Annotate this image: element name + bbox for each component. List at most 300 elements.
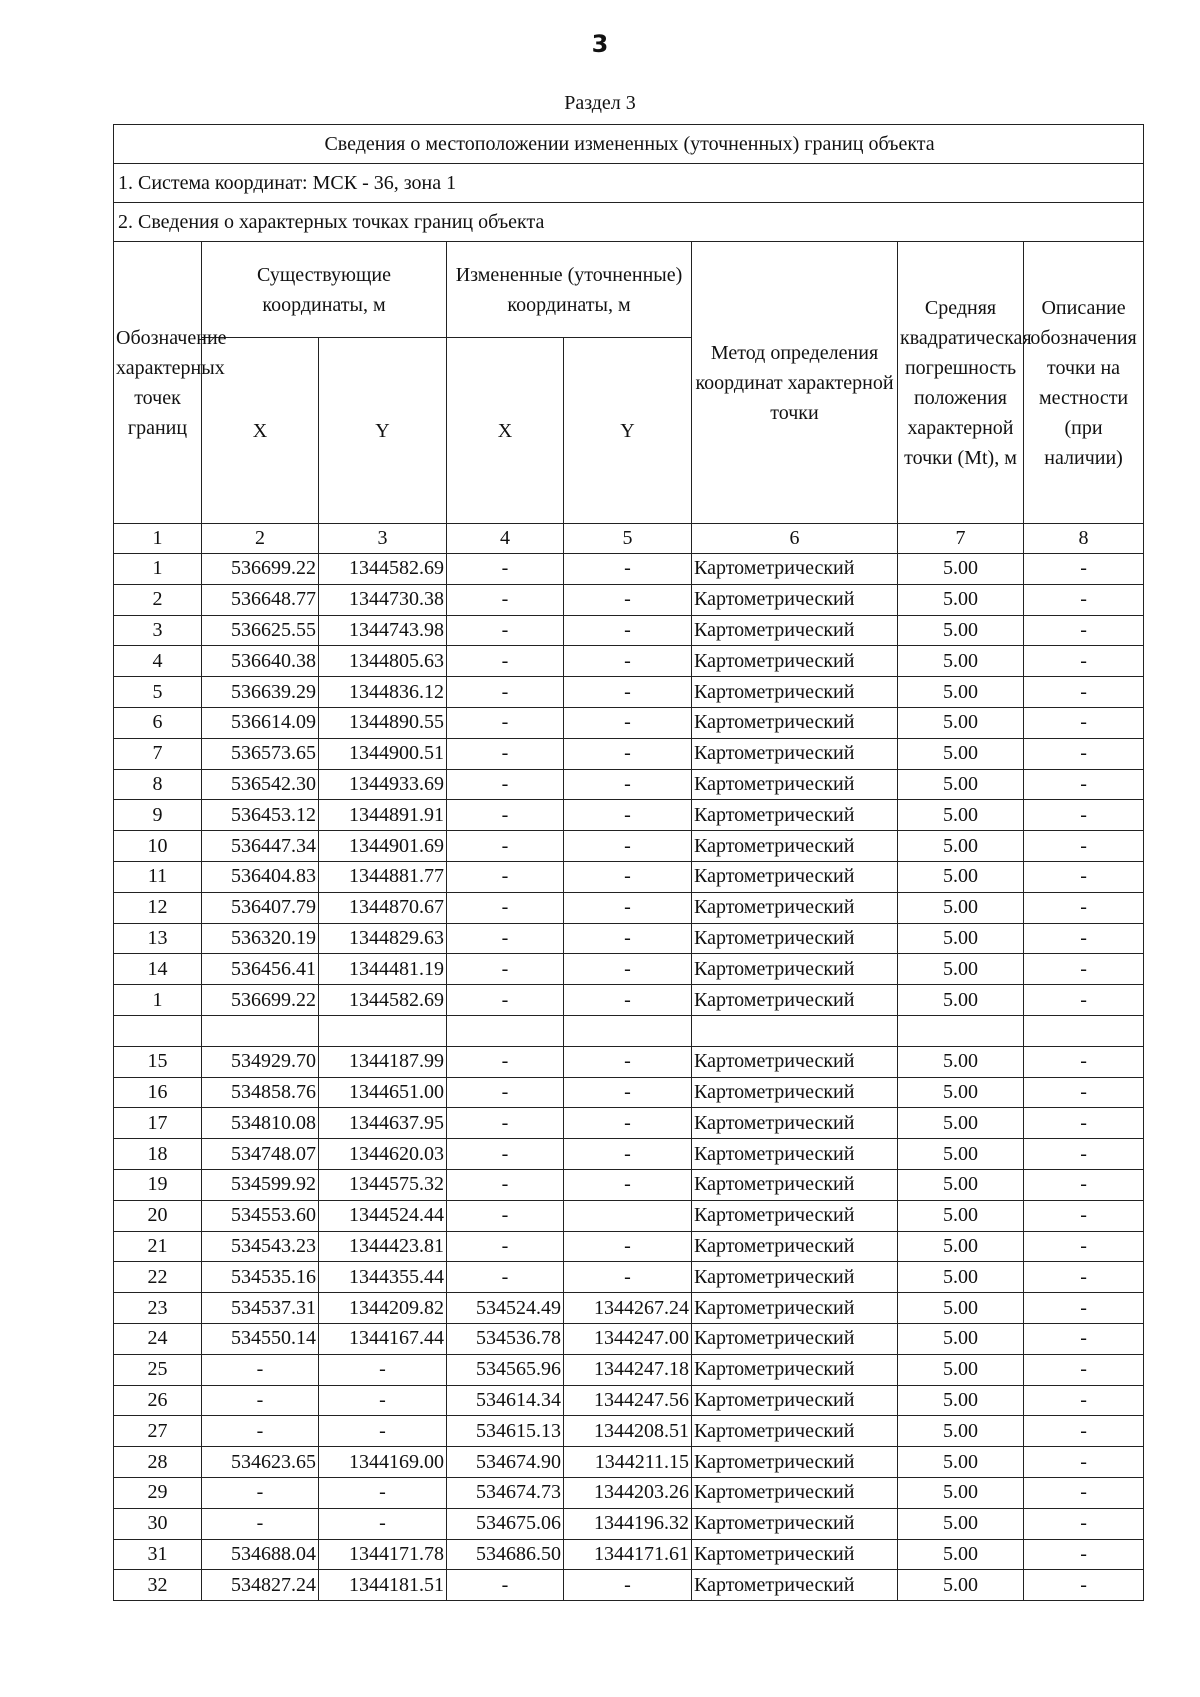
table-row [114,769,1144,800]
column-number: 2 [202,524,319,554]
point-number-cell: 32 [114,1570,202,1601]
existing-y-cell: 1344891.91 [319,800,447,831]
existing-x-cell: 536625.55 [202,615,319,646]
point-number-cell: 16 [114,1077,202,1108]
changed-x-cell: 534675.06 [447,1508,564,1539]
description-cell: - [1024,1262,1144,1293]
point-number-cell: 15 [114,1046,202,1077]
error-cell: 5.00 [898,1231,1024,1262]
header-changed-x: X [447,338,564,524]
changed-x-cell: 534615.13 [447,1416,564,1447]
table-row [114,800,1144,831]
method-cell: Картометрический [692,1200,898,1231]
changed-y-cell: - [564,985,692,1016]
table-row [114,1108,1144,1139]
existing-y-cell: - [319,1354,447,1385]
existing-y-cell: 1344575.32 [319,1169,447,1200]
changed-y-cell: - [564,677,692,708]
method-cell: Картометрический [692,1169,898,1200]
changed-y-cell [564,1015,692,1046]
changed-y-cell [564,1200,692,1231]
point-number-cell: 12 [114,892,202,923]
changed-x-cell: - [447,677,564,708]
existing-y-cell: 1344187.99 [319,1046,447,1077]
points-info: 2. Сведения о характерных точках границ объекта [114,203,1144,242]
existing-y-cell: 1344167.44 [319,1323,447,1354]
changed-y-cell: - [564,769,692,800]
point-number-cell: 1 [114,985,202,1016]
changed-x-cell: - [447,861,564,892]
existing-x-cell: - [202,1416,319,1447]
changed-x-cell: 534674.73 [447,1477,564,1508]
error-cell: 5.00 [898,985,1024,1016]
existing-y-cell: 1344582.69 [319,554,447,585]
table-row [114,1508,1144,1539]
error-cell: 5.00 [898,831,1024,862]
changed-x-cell: - [447,831,564,862]
description-cell: - [1024,985,1144,1016]
table-row [114,707,1144,738]
changed-y-cell: 1344208.51 [564,1416,692,1447]
method-cell: Картометрический [692,892,898,923]
changed-x-cell: - [447,615,564,646]
existing-y-cell: 1344582.69 [319,985,447,1016]
existing-x-cell: 536648.77 [202,584,319,615]
existing-y-cell: 1344900.51 [319,738,447,769]
existing-y-cell: - [319,1508,447,1539]
point-number-cell: 31 [114,1539,202,1570]
changed-x-cell: - [447,1570,564,1601]
error-cell: 5.00 [898,1139,1024,1170]
description-cell: - [1024,677,1144,708]
existing-y-cell: 1344620.03 [319,1139,447,1170]
method-cell: Картометрический [692,738,898,769]
error-cell: 5.00 [898,1262,1024,1293]
changed-y-cell: 1344267.24 [564,1293,692,1324]
error-cell: 5.00 [898,554,1024,585]
existing-x-cell: 534553.60 [202,1200,319,1231]
table-row [114,985,1144,1016]
changed-x-cell: - [447,1108,564,1139]
changed-x-cell: - [447,738,564,769]
table-row [114,1015,1144,1046]
table-row [114,646,1144,677]
table-row [114,1385,1144,1416]
method-cell: Картометрический [692,1385,898,1416]
existing-x-cell: 534535.16 [202,1262,319,1293]
changed-x-cell: - [447,800,564,831]
existing-y-cell: 1344901.69 [319,831,447,862]
description-cell: - [1024,646,1144,677]
changed-y-cell: - [564,1570,692,1601]
existing-y-cell: - [319,1416,447,1447]
point-number-cell: 5 [114,677,202,708]
changed-y-cell: - [564,1077,692,1108]
changed-y-cell: 1344247.18 [564,1354,692,1385]
existing-x-cell: 536407.79 [202,892,319,923]
description-cell: - [1024,738,1144,769]
table-title: Сведения о местоположении измененных (уточненных) границ объекта [114,125,1144,164]
changed-x-cell: - [447,769,564,800]
point-number-cell: 25 [114,1354,202,1385]
section-label: Раздел 3 [564,92,636,114]
changed-y-cell: - [564,646,692,677]
description-cell: - [1024,584,1144,615]
point-number-cell: 22 [114,1262,202,1293]
existing-x-cell: 536639.29 [202,677,319,708]
existing-x-cell: 536699.22 [202,985,319,1016]
point-number-cell: 27 [114,1416,202,1447]
error-cell: 5.00 [898,677,1024,708]
changed-x-cell: - [447,1139,564,1170]
changed-y-cell: - [564,738,692,769]
description-cell: - [1024,1539,1144,1570]
description-cell: - [1024,1508,1144,1539]
table-body [114,554,1144,1601]
column-number: 3 [319,524,447,554]
changed-y-cell: - [564,923,692,954]
point-number-cell: 13 [114,923,202,954]
point-number-cell: 24 [114,1323,202,1354]
column-number: 6 [692,524,898,554]
description-cell: - [1024,1385,1144,1416]
existing-x-cell: 536614.09 [202,707,319,738]
header-changed: Измененные (уточненные) координаты, м [447,242,692,338]
error-cell: 5.00 [898,1293,1024,1324]
existing-x-cell: 536404.83 [202,861,319,892]
method-cell: Картометрический [692,1354,898,1385]
existing-x-cell: 534810.08 [202,1108,319,1139]
changed-y-cell: - [564,1231,692,1262]
point-number-cell: 26 [114,1385,202,1416]
changed-x-cell: - [447,554,564,585]
changed-y-cell: - [564,707,692,738]
description-cell: - [1024,1570,1144,1601]
existing-x-cell: 536573.65 [202,738,319,769]
changed-x-cell: - [447,1231,564,1262]
description-cell: - [1024,1108,1144,1139]
changed-x-cell: - [447,1077,564,1108]
existing-y-cell: 1344836.12 [319,677,447,708]
existing-y-cell [319,1015,447,1046]
changed-x-cell: - [447,707,564,738]
changed-x-cell: 534674.90 [447,1447,564,1478]
error-cell: 5.00 [898,923,1024,954]
description-cell: - [1024,1354,1144,1385]
existing-y-cell: 1344169.00 [319,1447,447,1478]
table-row [114,1570,1144,1601]
error-cell [898,1015,1024,1046]
header-designation: Обозначение характерных точек границ [114,242,202,524]
boundary-points-table [113,124,1144,1601]
point-number-cell: 7 [114,738,202,769]
table-row [114,1539,1144,1570]
description-cell: - [1024,1200,1144,1231]
column-number: 5 [564,524,692,554]
point-number-cell: 8 [114,769,202,800]
table-row [114,615,1144,646]
existing-y-cell: 1344805.63 [319,646,447,677]
method-cell: Картометрический [692,769,898,800]
method-cell: Картометрический [692,861,898,892]
existing-x-cell: 534858.76 [202,1077,319,1108]
table-row [114,1477,1144,1508]
table-row [114,1077,1144,1108]
table-row [114,1231,1144,1262]
table-row [114,1139,1144,1170]
method-cell: Картометрический [692,831,898,862]
error-cell: 5.00 [898,1169,1024,1200]
point-number-cell: 21 [114,1231,202,1262]
changed-y-cell: - [564,1108,692,1139]
changed-y-cell: - [564,615,692,646]
coord-system: 1. Система координат: МСК - 36, зона 1 [114,164,1144,203]
changed-y-cell: - [564,1169,692,1200]
changed-x-cell [447,1015,564,1046]
changed-x-cell: - [447,646,564,677]
column-number: 8 [1024,524,1144,554]
changed-y-cell: 1344203.26 [564,1477,692,1508]
description-cell: - [1024,707,1144,738]
changed-y-cell: - [564,831,692,862]
point-number-cell: 10 [114,831,202,862]
existing-x-cell: 536699.22 [202,554,319,585]
method-cell: Картометрический [692,1108,898,1139]
existing-x-cell: - [202,1385,319,1416]
existing-x-cell: 536542.30 [202,769,319,800]
changed-x-cell: - [447,1262,564,1293]
existing-x-cell: 536456.41 [202,954,319,985]
existing-x-cell: 536320.19 [202,923,319,954]
changed-x-cell: 534536.78 [447,1323,564,1354]
column-number: 1 [114,524,202,554]
method-cell: Картометрический [692,584,898,615]
method-cell [692,1015,898,1046]
error-cell: 5.00 [898,1447,1024,1478]
existing-y-cell: 1344637.95 [319,1108,447,1139]
method-cell: Картометрический [692,800,898,831]
existing-y-cell: 1344743.98 [319,615,447,646]
description-cell: - [1024,1416,1144,1447]
changed-y-cell: - [564,1262,692,1293]
point-number-cell: 28 [114,1447,202,1478]
changed-y-cell: 1344247.00 [564,1323,692,1354]
method-cell: Картометрический [692,1539,898,1570]
error-cell: 5.00 [898,646,1024,677]
column-number: 4 [447,524,564,554]
description-cell: - [1024,1077,1144,1108]
page-number: 3 [591,30,609,58]
method-cell: Картометрический [692,1046,898,1077]
method-cell: Картометрический [692,954,898,985]
changed-y-cell: - [564,1046,692,1077]
method-cell: Картометрический [692,1508,898,1539]
point-number-cell: 2 [114,584,202,615]
description-cell: - [1024,615,1144,646]
point-number-cell: 19 [114,1169,202,1200]
description-cell: - [1024,954,1144,985]
point-number-cell: 20 [114,1200,202,1231]
changed-y-cell: 1344211.15 [564,1447,692,1478]
existing-x-cell [202,1015,319,1046]
table-row [114,1323,1144,1354]
error-cell: 5.00 [898,1200,1024,1231]
existing-y-cell: 1344651.00 [319,1077,447,1108]
changed-y-cell: - [564,954,692,985]
header-existing-x: X [202,338,319,524]
existing-x-cell: 534543.23 [202,1231,319,1262]
existing-x-cell: - [202,1354,319,1385]
method-cell: Картометрический [692,615,898,646]
point-number-cell: 30 [114,1508,202,1539]
changed-y-cell: - [564,800,692,831]
table-row [114,677,1144,708]
error-cell: 5.00 [898,1046,1024,1077]
point-number-cell: 11 [114,861,202,892]
point-number-cell [114,1015,202,1046]
error-cell: 5.00 [898,769,1024,800]
method-cell: Картометрический [692,1416,898,1447]
existing-x-cell: 534929.70 [202,1046,319,1077]
error-cell: 5.00 [898,707,1024,738]
table-row [114,1293,1144,1324]
existing-y-cell: - [319,1385,447,1416]
table-row [114,1262,1144,1293]
existing-y-cell: 1344870.67 [319,892,447,923]
error-cell: 5.00 [898,1354,1024,1385]
changed-y-cell: - [564,584,692,615]
description-cell: - [1024,1323,1144,1354]
description-cell [1024,1015,1144,1046]
error-cell: 5.00 [898,1077,1024,1108]
table-row [114,923,1144,954]
existing-y-cell: - [319,1477,447,1508]
method-cell: Картометрический [692,646,898,677]
method-cell: Картометрический [692,554,898,585]
description-cell: - [1024,1046,1144,1077]
method-cell: Картометрический [692,1570,898,1601]
existing-y-cell: 1344933.69 [319,769,447,800]
description-cell: - [1024,1139,1144,1170]
point-number-cell: 1 [114,554,202,585]
table-row [114,861,1144,892]
table-row [114,954,1144,985]
table-row [114,1169,1144,1200]
changed-x-cell: 534686.50 [447,1539,564,1570]
description-cell: - [1024,861,1144,892]
description-cell: - [1024,923,1144,954]
point-number-cell: 3 [114,615,202,646]
changed-x-cell: - [447,892,564,923]
error-cell: 5.00 [898,1385,1024,1416]
existing-x-cell: 536453.12 [202,800,319,831]
existing-x-cell: 534599.92 [202,1169,319,1200]
method-cell: Картометрический [692,1477,898,1508]
existing-x-cell: - [202,1477,319,1508]
error-cell: 5.00 [898,1416,1024,1447]
header-changed-y: Y [564,338,692,524]
table-row [114,554,1144,585]
changed-x-cell: - [447,923,564,954]
changed-x-cell: - [447,985,564,1016]
changed-x-cell: 534524.49 [447,1293,564,1324]
method-cell: Картометрический [692,1323,898,1354]
point-number-cell: 18 [114,1139,202,1170]
header-method: Метод определения координат характерной точки [692,242,898,524]
changed-x-cell: - [447,584,564,615]
existing-y-cell: 1344209.82 [319,1293,447,1324]
error-cell: 5.00 [898,1477,1024,1508]
existing-y-cell: 1344171.78 [319,1539,447,1570]
existing-x-cell: 534537.31 [202,1293,319,1324]
table-row [114,831,1144,862]
column-number: 7 [898,524,1024,554]
error-cell: 5.00 [898,615,1024,646]
table-row [114,738,1144,769]
error-cell: 5.00 [898,861,1024,892]
header-error: Средняя квадратическая погрешность положения характерной точки (Mt), м [898,242,1024,524]
point-number-cell: 29 [114,1477,202,1508]
existing-x-cell: - [202,1508,319,1539]
table-row [114,1447,1144,1478]
existing-y-cell: 1344890.55 [319,707,447,738]
error-cell: 5.00 [898,1570,1024,1601]
existing-y-cell: 1344181.51 [319,1570,447,1601]
header-existing: Существующие координаты, м [202,242,447,338]
description-cell: - [1024,1477,1144,1508]
header-description: Описание обозначения точки на местности (при наличии) [1024,242,1144,524]
changed-x-cell: 534565.96 [447,1354,564,1385]
description-cell: - [1024,1293,1144,1324]
existing-y-cell: 1344481.19 [319,954,447,985]
changed-y-cell: - [564,892,692,923]
error-cell: 5.00 [898,1508,1024,1539]
method-cell: Картометрический [692,1231,898,1262]
table-row [114,584,1144,615]
existing-y-cell: 1344355.44 [319,1262,447,1293]
error-cell: 5.00 [898,1323,1024,1354]
point-number-cell: 9 [114,800,202,831]
table-row [114,1200,1144,1231]
header-existing-y: Y [319,338,447,524]
point-number-cell: 17 [114,1108,202,1139]
description-cell: - [1024,769,1144,800]
method-cell: Картометрический [692,1447,898,1478]
error-cell: 5.00 [898,584,1024,615]
existing-y-cell: 1344524.44 [319,1200,447,1231]
changed-x-cell: - [447,1200,564,1231]
existing-x-cell: 536447.34 [202,831,319,862]
changed-y-cell: 1344247.56 [564,1385,692,1416]
method-cell: Картометрический [692,923,898,954]
existing-y-cell: 1344829.63 [319,923,447,954]
error-cell: 5.00 [898,954,1024,985]
existing-x-cell: 534748.07 [202,1139,319,1170]
existing-x-cell: 534623.65 [202,1447,319,1478]
point-number-cell: 23 [114,1293,202,1324]
changed-x-cell: - [447,1046,564,1077]
existing-x-cell: 534688.04 [202,1539,319,1570]
description-cell: - [1024,1169,1144,1200]
description-cell: - [1024,1231,1144,1262]
existing-y-cell: 1344423.81 [319,1231,447,1262]
changed-y-cell: 1344171.61 [564,1539,692,1570]
table-row [114,1416,1144,1447]
existing-x-cell: 536640.38 [202,646,319,677]
changed-x-cell: 534614.34 [447,1385,564,1416]
error-cell: 5.00 [898,738,1024,769]
method-cell: Картометрический [692,985,898,1016]
